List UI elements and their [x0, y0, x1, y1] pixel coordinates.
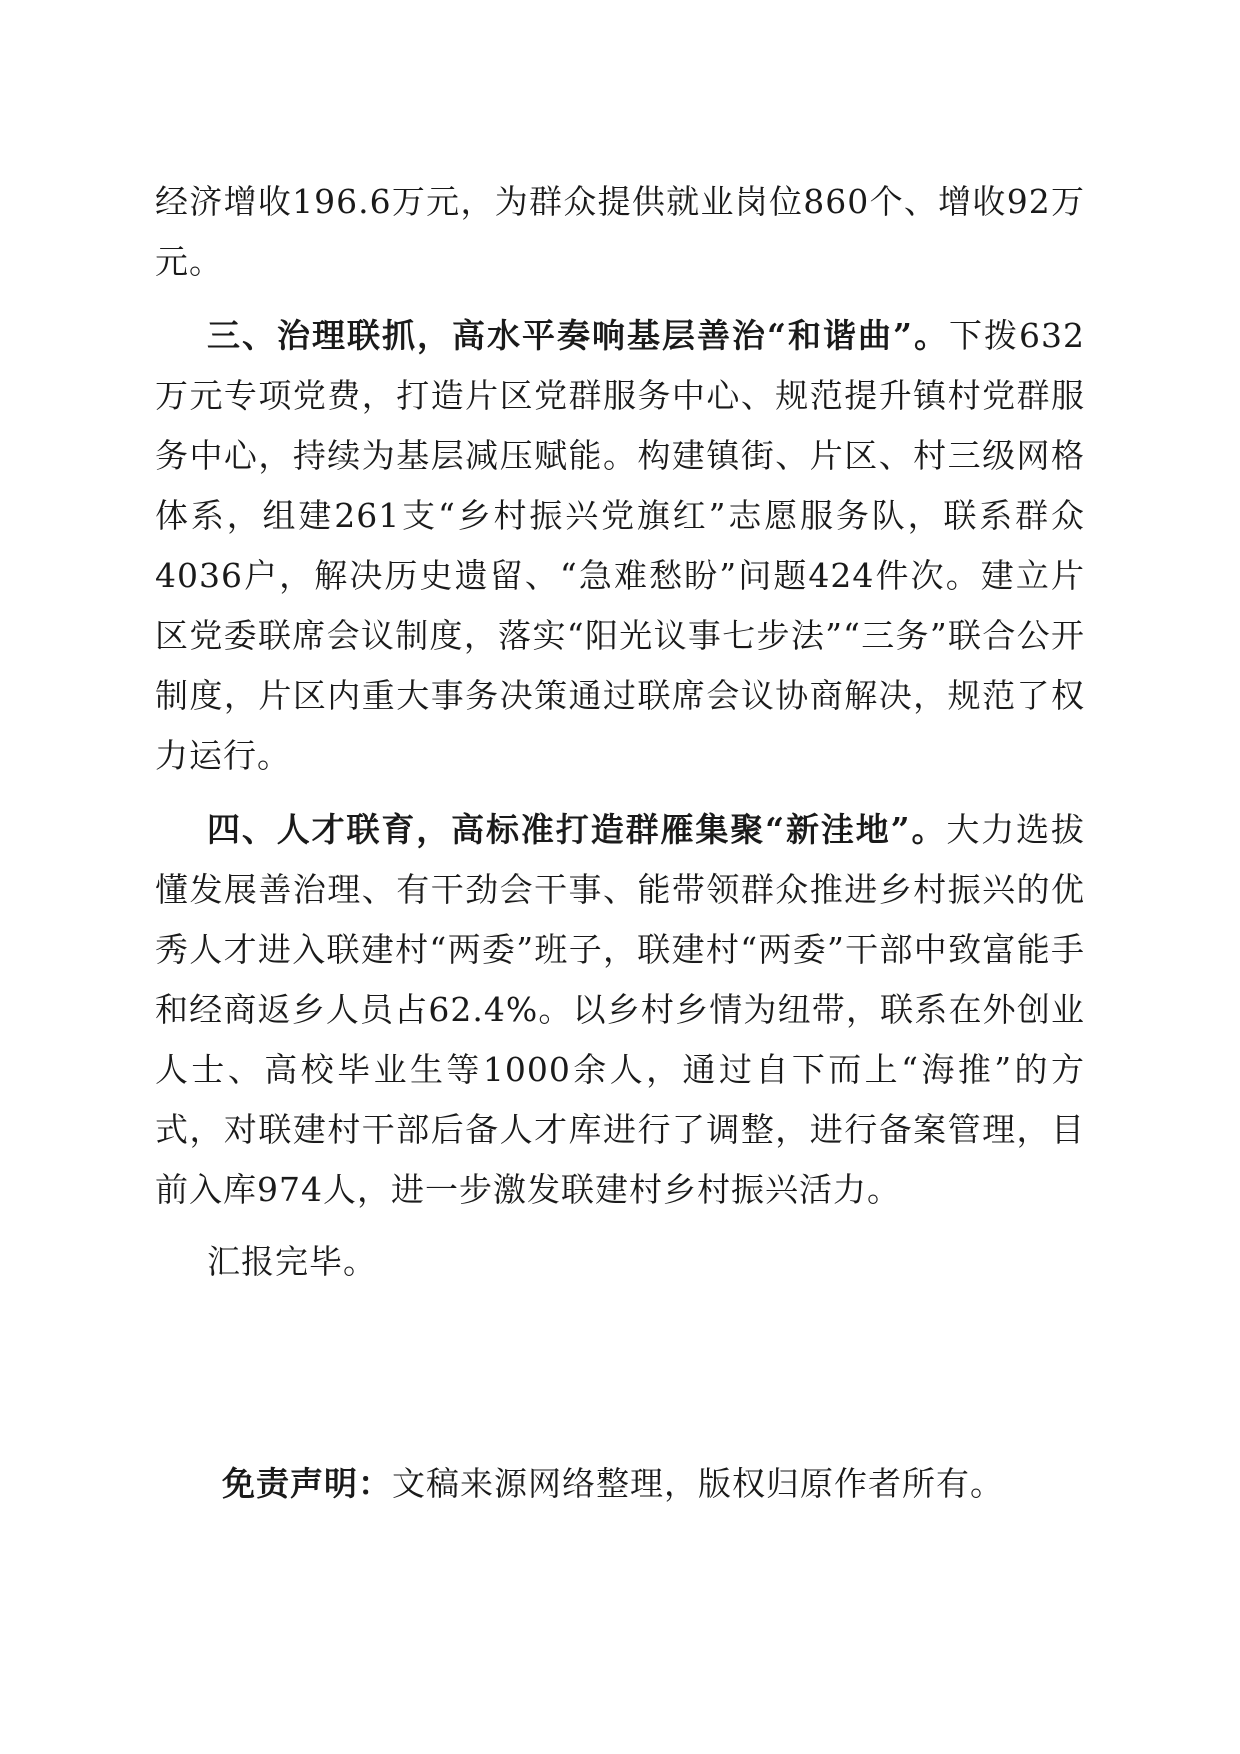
section-four-body: 大力选拔懂发展善治理、有干劲会干事、能带领群众推进乡村振兴的优秀人才进入联建村“两委”班子，联建村“两委”干部中致富能手和经商返乡人员占62.4%。以乡村乡情为纽带，联系在外创业人士、高校毕业生等1000余人，通过自下而上“海推”的方式，对联建村干部后备人才库进行了调整，进行备案管理，目前入库974人，进一步激发联建村乡村振兴活力。 [155, 810, 1086, 1209]
paragraph-continuation: 经济增收196.6万元，为群众提供就业岗位860个、增收92万元。 [155, 182, 1085, 281]
section-three-body: 下拨632万元专项党费，打造片区党群服务中心、规范提升镇村党群服务中心，持续为基层减压赋能。构建镇街、片区、村三级网格体系，组建261支“乡村振兴党旗红”志愿服务队，联系群众4036户，解决历史遗留、“急难愁盼”问题424件次。建立片区党委联席会议制度，落实“阳光议事七步法”“三务”联合公开制度，片区内重大事务决策通过联席会议协商解决，规范了权力运行。 [155, 316, 1085, 775]
closing-remark: 汇报完毕。 [207, 1242, 377, 1281]
document-body [155, 172, 1085, 1292]
disclaimer-text: 文稿来源网络整理，版权归原作者所有。 [392, 1464, 1004, 1503]
section-three-heading: 三、治理联抓，高水平奏响基层善治“和谐曲”。 [207, 316, 949, 355]
disclaimer-label: 免责声明： [222, 1464, 392, 1503]
disclaimer [222, 1459, 1122, 1509]
section-four-heading: 四、人才联育，高标准打造群雁集聚“新洼地”。 [207, 810, 947, 849]
section-four-paragraph [155, 800, 1085, 1220]
section-three-paragraph [155, 306, 1085, 786]
